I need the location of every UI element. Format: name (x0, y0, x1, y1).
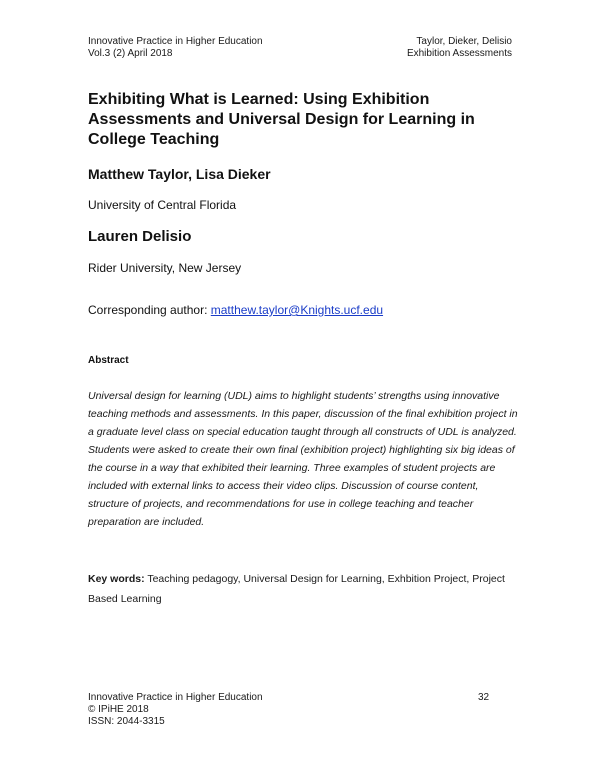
header-short-title: Exhibition Assessments (406, 48, 512, 59)
abstract-heading: Abstract (88, 355, 129, 366)
running-header-right (407, 36, 512, 60)
abstract-text: Universal design for learning (UDL) aims to highlight students’ strengths using innovative teaching methods and assessments. In this paper, discussion of the final exhibition project in a graduate level class on special education taught through all constructs of UDL is analyzed. Students were asked to create their own final (exhibition project) highlighting six big ideas of the course in a way that exhibited their learning. Three examples of student projects are included with external links to access their video clips. Discussion of course content, structure of projects, and recommendations for use in college teaching and teacher preparation are included. (88, 390, 518, 528)
header-volume: Vol.3 (2) April 2018 (88, 48, 173, 59)
corresponding-email-link[interactable]: matthew.taylor@Knights.ucf.edu (210, 303, 384, 317)
corresponding-author (88, 303, 383, 317)
page-number: 32 (478, 692, 490, 703)
footer-copyright: © IPiHE 2018 (88, 704, 149, 715)
footer (88, 692, 263, 728)
header-authors: Taylor, Dieker, Delisio (416, 36, 512, 47)
keywords-label: Key words: (88, 573, 145, 585)
affiliation-1: University of Central Florida (88, 198, 237, 212)
keywords (88, 569, 518, 609)
running-header-left (88, 36, 263, 60)
footer-journal: Innovative Practice in Higher Education (88, 692, 263, 703)
footer-issn: ISSN: 2044-3315 (88, 716, 165, 727)
corresponding-label: Corresponding author: (88, 303, 208, 317)
author-group-2: Lauren Delisio (88, 228, 192, 245)
author-group-1: Matthew Taylor, Lisa Dieker (88, 166, 271, 182)
header-journal: Innovative Practice in Higher Education (88, 36, 263, 47)
affiliation-2: Rider University, New Jersey (88, 261, 242, 275)
keywords-text: Teaching pedagogy, Universal Design for Learning, Exhbition Project, Project Based Learning (88, 573, 505, 605)
paper-title: Exhibiting What is Learned: Using Exhibition Assessments and Universal Design for Learning in College Teaching (88, 91, 475, 148)
